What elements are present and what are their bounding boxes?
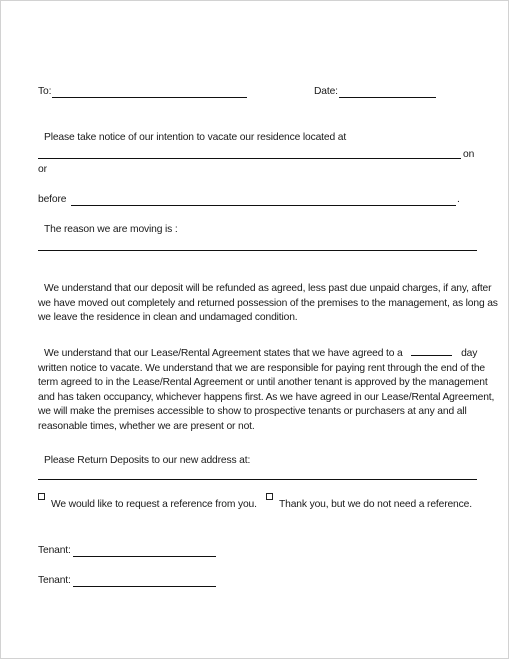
date-field-line[interactable] (339, 97, 436, 98)
lease-line-1-before: We understand that our Lease/Rental Agreement states that we have agreed to a (44, 348, 403, 359)
before-label: before (38, 194, 67, 205)
notice-days-line[interactable] (411, 346, 452, 356)
tenant-2-label: Tenant: (38, 575, 71, 586)
to-field-line[interactable] (52, 97, 247, 98)
request-reference-checkbox[interactable] (38, 493, 45, 500)
tenant-1-label: Tenant: (38, 545, 71, 556)
lease-line-6: reasonable times, whether we are present or not. (38, 420, 255, 432)
deposit-line-2: we have moved out completely and returned possession of the premises to the management, as long as (38, 297, 498, 309)
reason-line[interactable] (38, 250, 477, 251)
lease-line-2: written notice to vacate. We understand that we are responsible for paying rent through the end of the (38, 362, 486, 374)
return-deposits-label: Please Return Deposits to our new address at: (44, 455, 251, 466)
residence-address-line[interactable] (38, 158, 461, 159)
date-label: Date: (314, 86, 338, 97)
deposit-line-3: we leave the residence in clean and undamaged condition. (38, 312, 298, 323)
lease-paragraph (38, 346, 494, 434)
tenant-1-signature-line[interactable] (73, 556, 216, 557)
lease-line-3: term agreed to in the Lease/Rental Agreement or until another tenant is approved by the management (38, 377, 488, 388)
no-reference-label: Thank you, but we do not need a reference. (279, 499, 472, 510)
notice-intro-text: Please take notice of our intention to vacate our residence located at (44, 132, 347, 143)
deposit-line-1: We understand that our deposit will be refunded as agreed, less past due unpaid charges, if any, after (44, 283, 492, 294)
to-label: To: (38, 86, 52, 97)
deposit-paragraph (38, 282, 498, 326)
before-date-line[interactable] (71, 205, 456, 206)
reason-label: The reason we are moving is : (44, 224, 178, 235)
or-label: or (38, 164, 47, 175)
lease-line-4: and has taken occupancy, whichever happens first. As we have agreed in our Lease/Rental Agreement, (38, 391, 495, 403)
no-reference-checkbox[interactable] (266, 493, 273, 500)
request-reference-label: We would like to request a reference from you. (51, 499, 257, 510)
on-label: on (463, 149, 475, 160)
new-address-line[interactable] (38, 479, 477, 480)
lease-line-1 (38, 346, 494, 362)
lease-line-1-after: day (461, 348, 478, 359)
tenant-2-signature-line[interactable] (73, 586, 216, 587)
before-period: . (457, 194, 460, 205)
lease-line-5: we will make the premises accessible to show to prospective tenants or purchasers at any and all (38, 406, 467, 417)
